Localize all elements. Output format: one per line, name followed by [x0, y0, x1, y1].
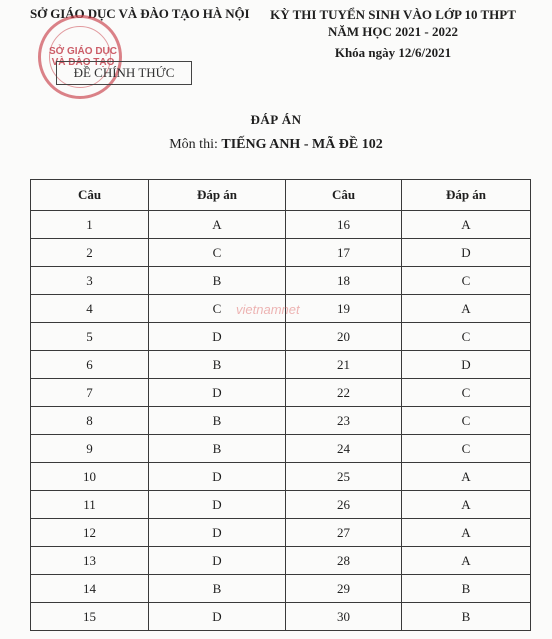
question-number: 4	[31, 295, 149, 323]
question-number: 30	[286, 603, 402, 631]
table-row	[31, 547, 531, 575]
table-row	[31, 239, 531, 267]
question-number: 14	[31, 575, 149, 603]
table-row	[31, 407, 531, 435]
question-number: 29	[286, 575, 402, 603]
question-number: 12	[31, 519, 149, 547]
column-header-question: Câu	[31, 180, 149, 211]
answer-letter: D	[149, 323, 286, 351]
answer-letter: A	[402, 295, 531, 323]
question-number: 25	[286, 463, 402, 491]
answer-letter: A	[402, 211, 531, 239]
school-year: NĂM HỌC 2021 - 2022	[328, 24, 458, 39]
answer-letter: D	[149, 463, 286, 491]
answer-letter: D	[402, 351, 531, 379]
official-label: ĐỀ CHÍNH THỨC	[56, 61, 192, 85]
table-header-row	[31, 180, 531, 211]
question-number: 18	[286, 267, 402, 295]
answer-letter: A	[402, 547, 531, 575]
table-row	[31, 575, 531, 603]
answer-letter: C	[402, 435, 531, 463]
answer-letter: C	[149, 295, 286, 323]
question-number: 19	[286, 295, 402, 323]
column-header-question: Câu	[286, 180, 402, 211]
question-number: 15	[31, 603, 149, 631]
question-number: 2	[31, 239, 149, 267]
column-header-answer: Đáp án	[149, 180, 286, 211]
answer-letter: A	[402, 463, 531, 491]
question-number: 5	[31, 323, 149, 351]
answer-letter: B	[149, 435, 286, 463]
answer-letter: A	[149, 211, 286, 239]
answer-letter: C	[402, 323, 531, 351]
answer-letter: B	[149, 407, 286, 435]
answer-letter: D	[149, 379, 286, 407]
answer-letter: D	[149, 491, 286, 519]
answer-letter: B	[402, 575, 531, 603]
table-row	[31, 603, 531, 631]
watermark-logo: vietnamnet	[236, 302, 300, 317]
subject-name: TIẾNG ANH - MÃ ĐỀ 102	[221, 137, 383, 152]
table-row	[31, 351, 531, 379]
table-row	[31, 519, 531, 547]
answer-letter: B	[149, 267, 286, 295]
document-title: ĐÁP ÁN	[250, 112, 302, 127]
question-number: 3	[31, 267, 149, 295]
table-row	[31, 211, 531, 239]
question-number: 11	[31, 491, 149, 519]
answer-rows	[31, 211, 531, 631]
question-number: 23	[286, 407, 402, 435]
table-row	[31, 379, 531, 407]
answer-letter: D	[149, 547, 286, 575]
answer-letter: D	[402, 239, 531, 267]
table-row	[31, 435, 531, 463]
question-number: 17	[286, 239, 402, 267]
table-row	[31, 267, 531, 295]
subject-prefix: Môn thi:	[169, 137, 218, 152]
question-number: 13	[31, 547, 149, 575]
table-row	[31, 491, 531, 519]
subject-line	[0, 137, 552, 153]
column-header-answer: Đáp án	[402, 180, 531, 211]
table-row	[31, 295, 531, 323]
question-number: 10	[31, 463, 149, 491]
question-number: 6	[31, 351, 149, 379]
table-row	[31, 463, 531, 491]
answer-letter: D	[149, 603, 286, 631]
question-number: 9	[31, 435, 149, 463]
question-number: 1	[31, 211, 149, 239]
question-number: 27	[286, 519, 402, 547]
question-number: 21	[286, 351, 402, 379]
question-number: 7	[31, 379, 149, 407]
exam-date: Khóa ngày 12/6/2021	[334, 45, 452, 60]
seal-text: SỞ GIÁO DỤC VÀ ĐÀO TẠO	[49, 46, 117, 68]
answer-letter: D	[149, 519, 286, 547]
answer-letter: C	[402, 267, 531, 295]
question-number: 8	[31, 407, 149, 435]
answer-letter: B	[402, 603, 531, 631]
answer-letter: A	[402, 519, 531, 547]
answer-letter: C	[402, 379, 531, 407]
department-name: SỞ GIÁO DỤC VÀ ĐÀO TẠO HÀ NỘI	[30, 6, 250, 21]
answer-table	[30, 179, 531, 631]
question-number: 26	[286, 491, 402, 519]
exam-name: KỲ THI TUYỂN SINH VÀO LỚP 10 THPT	[270, 7, 516, 22]
answer-letter: C	[402, 407, 531, 435]
question-number: 28	[286, 547, 402, 575]
question-number: 22	[286, 379, 402, 407]
question-number: 24	[286, 435, 402, 463]
answer-letter: A	[402, 491, 531, 519]
table-row	[31, 323, 531, 351]
exam-header	[248, 6, 538, 61]
answer-letter: C	[149, 239, 286, 267]
answer-letter: B	[149, 351, 286, 379]
official-seal	[38, 15, 122, 99]
question-number: 20	[286, 323, 402, 351]
answer-letter: B	[149, 575, 286, 603]
question-number: 16	[286, 211, 402, 239]
